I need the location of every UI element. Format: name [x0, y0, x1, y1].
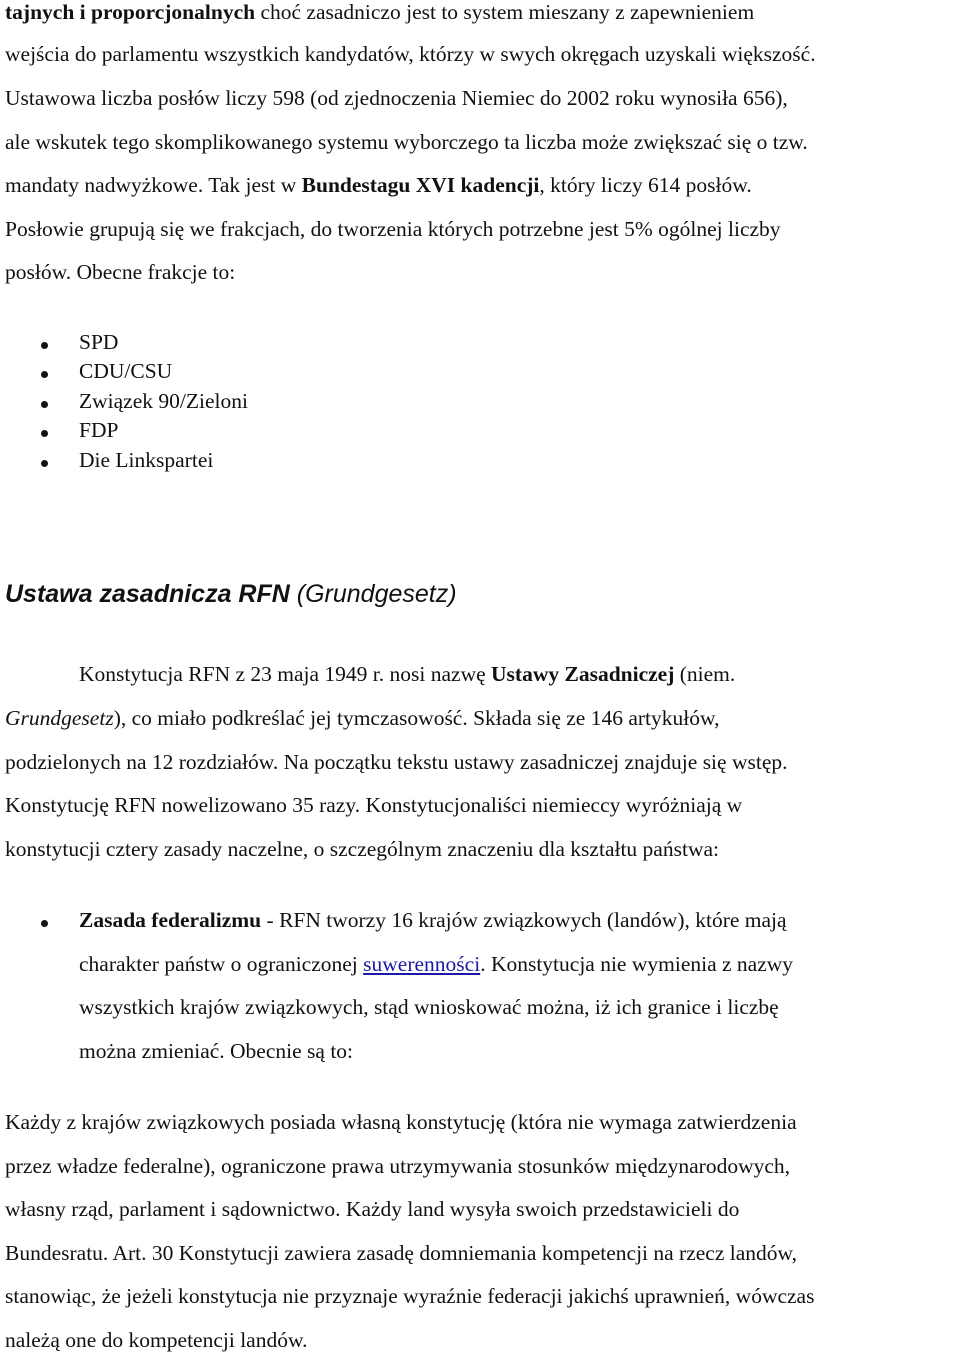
constitution-line-5: konstytucji cztery zasady naczelne, o szczególnym znaczeniu dla kształtu państwa:: [5, 837, 719, 861]
closing-line-4: Bundesratu. Art. 30 Konstytucji zawiera zasadę domniemania kompetencji na rzecz landów,: [5, 1241, 798, 1265]
constitution-line-2: [5, 706, 720, 731]
federalism-line-1: [79, 908, 787, 933]
sovereignty-link[interactable]: suwerenności: [363, 952, 481, 976]
bullet-icon: [41, 371, 48, 378]
bullet-icon: [41, 401, 48, 408]
faction-item: FDP: [79, 418, 119, 442]
federalism-line-1-rest: - RFN tworzy 16 krajów związkowych (landów), które mają: [261, 908, 787, 932]
constitution-line-3: podzielonych na 12 rozdziałów. Na początku tekstu ustawy zasadniczej znajduje się wstęp.: [5, 750, 788, 774]
intro-line-6: Posłowie grupują się we frakcjach, do tworzenia których potrzebne jest 5% ogólnej liczby: [5, 217, 781, 241]
constitution-line-1-b: (niem.: [674, 662, 736, 686]
constitution-line-2-rest: ), co miało podkreślać jej tymczasowość. Składa się ze 146 artykułów,: [113, 706, 720, 730]
intro-line-3: Ustawowa liczba posłów liczy 598 (od zjednoczenia Niemiec do 2002 roku wynosiła 656),: [5, 86, 788, 110]
faction-item: Die Linkspartei: [79, 448, 214, 472]
federalism-line-4: można zmieniać. Obecnie są to:: [79, 1039, 354, 1063]
federalism-line-2-a: charakter państw o ograniczonej: [79, 952, 364, 976]
constitution-line-1-a: Konstytucja RFN z 23 maja 1949 r. nosi nazwę: [79, 662, 492, 686]
intro-line-1: [5, 0, 955, 25]
faction-item: SPD: [79, 330, 119, 354]
intro-line-5-b: , który liczy 614 posłów.: [539, 173, 752, 197]
intro-line-7: posłów. Obecne frakcje to:: [5, 260, 236, 284]
grundgesetz-term: Grundgesetz: [5, 706, 114, 730]
closing-line-2: przez władze federalne), ograniczone prawa utrzymywania stosunków międzynarodowych,: [5, 1154, 791, 1178]
constitution-line-1-text: [79, 662, 735, 687]
closing-line-6: należą one do kompetencji landów.: [5, 1328, 308, 1352]
faction-item: CDU/CSU: [79, 359, 173, 383]
closing-line-5: stanowiąc, że jeżeli konstytucja nie przyznaje wyraźnie federacji jakichś uprawnień, wówczas: [5, 1284, 815, 1308]
federalism-line-3: wszystkich krajów związkowych, stąd wnioskować można, iż ich granice i liczbę: [79, 995, 779, 1019]
federalism-line-2: [79, 952, 793, 977]
proportional-term: tajnych i proporcjonalnych: [5, 0, 256, 24]
bundestag-term: Bundestagu XVI kadencji: [301, 173, 540, 197]
closing-line-1: Każdy z krajów związkowych posiada własną konstytucję (która nie wymaga zatwierdzenia: [5, 1110, 797, 1134]
federalism-term: Zasada federalizmu: [79, 908, 262, 932]
federalism-line-2-b: . Konstytucja nie wymienia z nazwy: [480, 952, 794, 976]
intro-line-1-rest: choć zasadniczo jest to system mieszany z zapewnieniem: [255, 0, 755, 24]
intro-line-2: wejścia do parlamentu wszystkich kandydatów, którzy w swych okręgach uzyskali większość.: [5, 42, 816, 66]
constitution-line-4: Konstytucję RFN nowelizowano 35 razy. Konstytucjonaliści niemieccy wyróżniają w: [5, 793, 743, 817]
section-heading: [5, 580, 457, 609]
bullet-icon: [41, 920, 48, 927]
intro-line-5-a: mandaty nadwyżkowe. Tak jest w: [5, 173, 302, 197]
faction-item: Związek 90/Zieloni: [79, 389, 248, 413]
bullet-icon: [41, 460, 48, 467]
intro-line-5: [5, 173, 752, 198]
intro-line-4: ale wskutek tego skomplikowanego systemu wyborczego ta liczba może zwiększać się o tzw.: [5, 130, 808, 154]
ustawa-zasadnicza-term: Ustawy Zasadniczej: [491, 662, 675, 686]
intro-line-1-text: [5, 0, 754, 25]
bullet-icon: [41, 430, 48, 437]
section-heading-rest: (Grundgesetz): [289, 580, 457, 608]
closing-line-3: własny rząd, parlament i sądownictwo. Każdy land wysyła swoich przedstawicieli do: [5, 1197, 740, 1221]
section-heading-bold: Ustawa zasadnicza RFN: [5, 580, 290, 608]
bullet-icon: [41, 342, 48, 349]
constitution-line-1: [79, 662, 955, 687]
